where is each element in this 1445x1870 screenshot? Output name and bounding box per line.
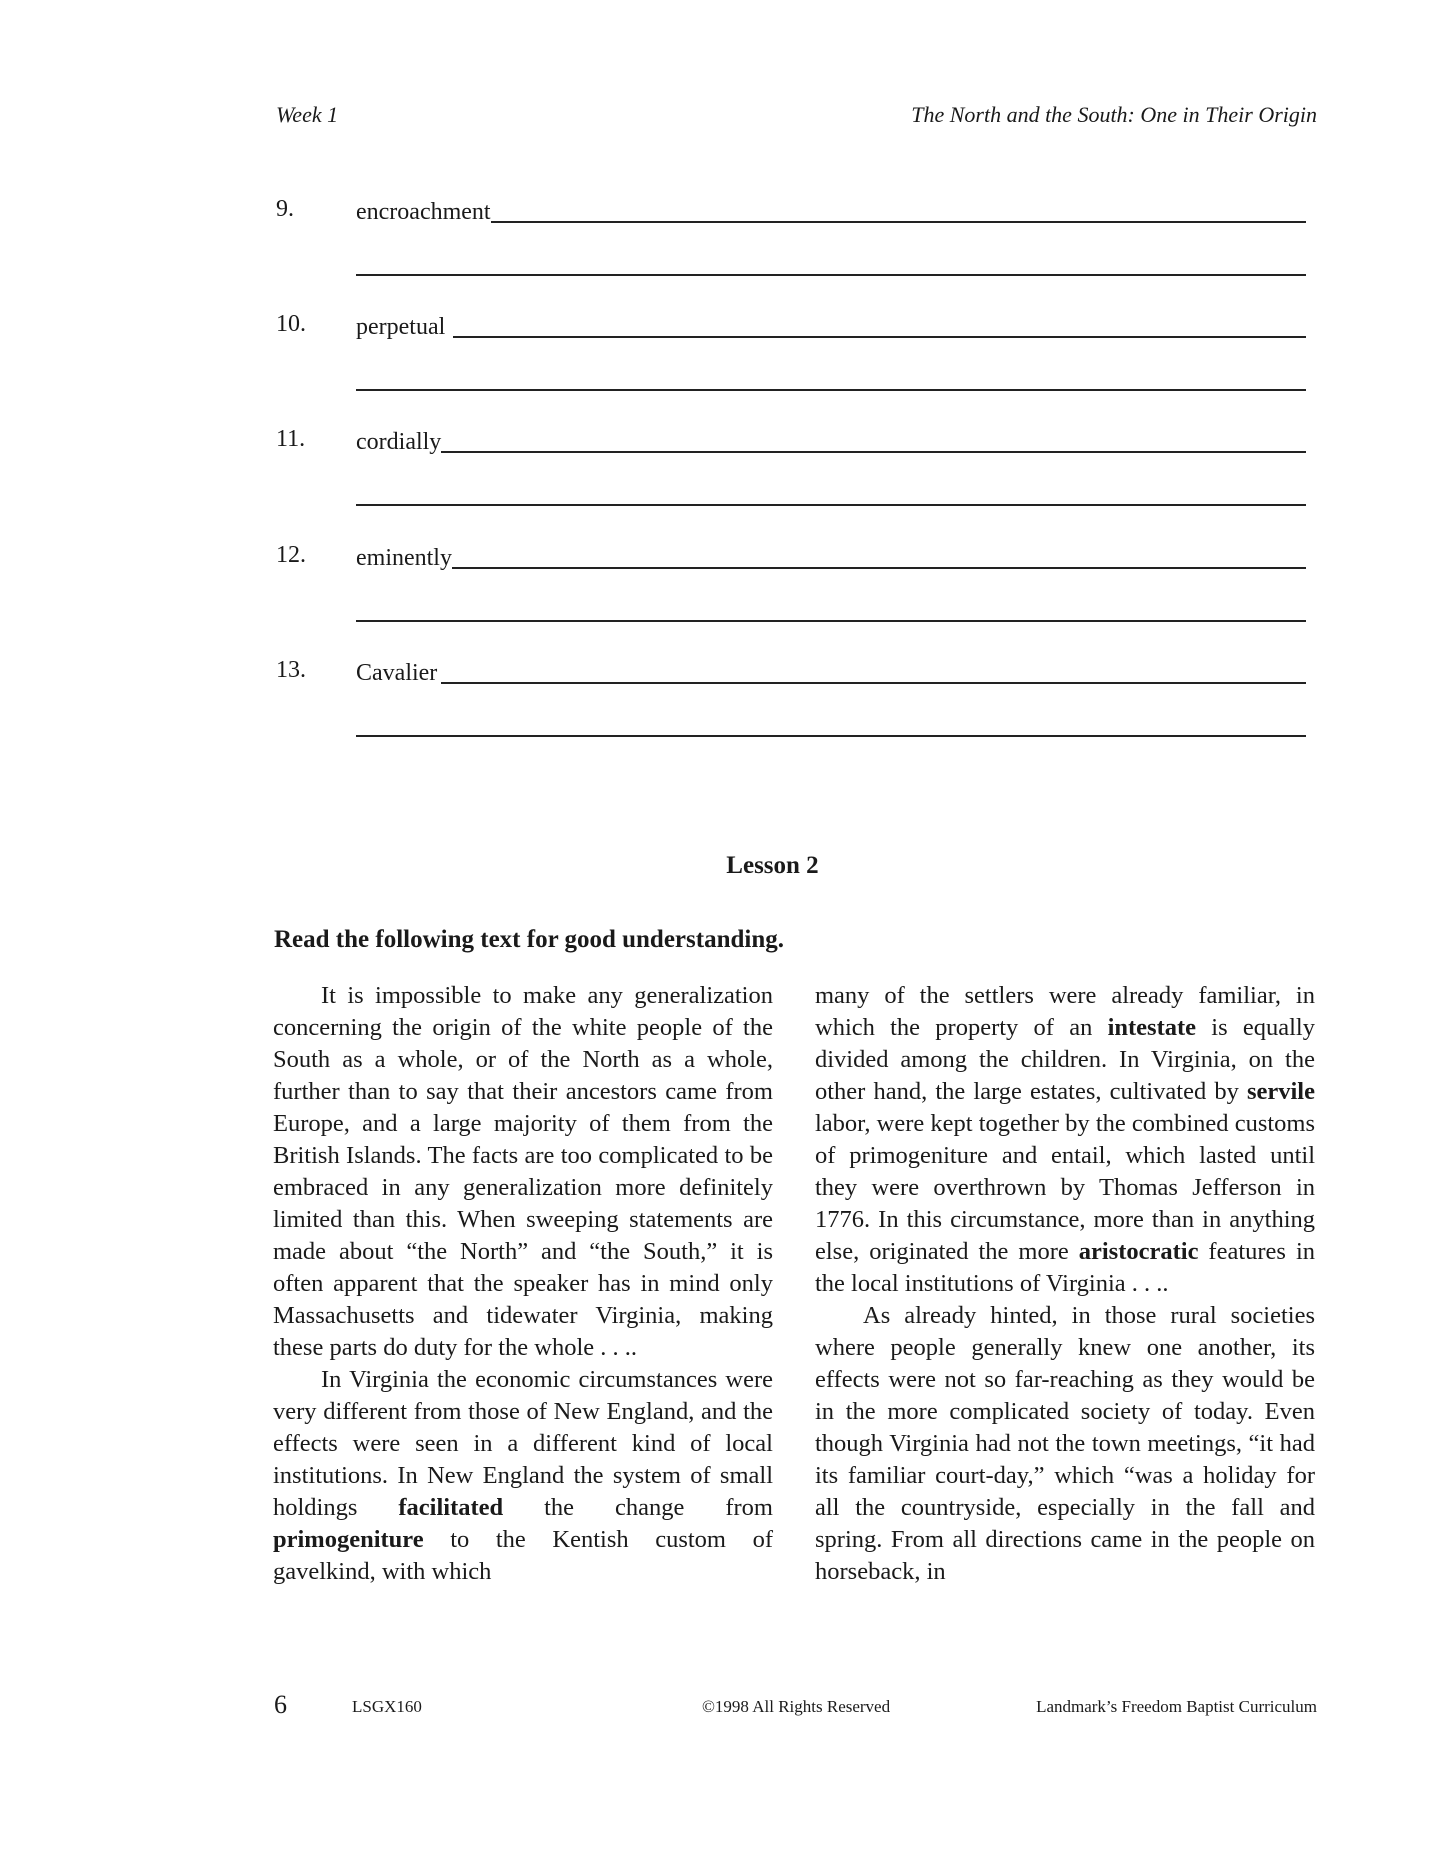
vocab-term-bold: servile	[1246, 1078, 1315, 1105]
page-number: 6	[274, 1690, 287, 1719]
answer-blank-line[interactable]	[453, 335, 1306, 338]
vocab-item	[276, 311, 1306, 411]
vocab-number: 12.	[276, 542, 306, 568]
reading-instruction: Read the following text for good understanding.	[274, 926, 784, 953]
vocab-word: cordially	[356, 429, 442, 455]
vocab-term-bold: aristocratic	[1078, 1238, 1199, 1265]
answer-blank-line[interactable]	[452, 566, 1306, 569]
answer-blank-line-2[interactable]	[356, 274, 1306, 276]
vocab-term-bold: facilitated	[398, 1494, 504, 1521]
vocab-item	[276, 196, 1306, 296]
answer-blank-line-2[interactable]	[356, 620, 1306, 622]
vocab-term-bold: primogeniture	[273, 1526, 424, 1553]
vocab-word: Cavalier	[356, 660, 438, 686]
paragraph: As already hinted, in those rural societies where people generally knew one another, its effects were not so far-reaching as they would be in the more complicated society of today. Even though Virginia had not the town meetings, “it had its familiar court-day,” which “was a holiday for all the countryside, especially in the fall and spring. From all directions came in the people on horseback, in	[815, 1302, 1315, 1585]
publisher: Landmark’s Freedom Baptist Curriculum	[1036, 1697, 1317, 1716]
vocab-word: eminently	[356, 545, 452, 571]
vocab-number: 13.	[276, 657, 306, 683]
vocab-number: 9.	[276, 196, 294, 222]
vocab-number: 11.	[276, 426, 306, 452]
answer-blank-line[interactable]	[491, 220, 1306, 223]
vocab-item	[276, 426, 1306, 526]
course-code: LSGX160	[352, 1697, 422, 1716]
answer-blank-line[interactable]	[441, 681, 1306, 684]
vocab-number: 10.	[276, 311, 306, 337]
reading-column-right	[815, 980, 1315, 1588]
paragraph: In Virginia the economic circumstances were very different from those of New England, and the effects were seen in a different kind of local institutions. In New England the system of small holdings facilitated the change from primogeniture to the Kentish custom of gavelkind, with which	[273, 1366, 773, 1585]
answer-blank-line-2[interactable]	[356, 389, 1306, 391]
reading-column-left	[273, 980, 773, 1588]
lesson-title: Lesson 2	[726, 852, 819, 879]
vocab-word: perpetual	[356, 314, 446, 340]
vocab-item	[276, 657, 1306, 757]
copyright: ©1998 All Rights Reserved	[702, 1697, 891, 1716]
paragraph: many of the settlers were already familiar, in which the property of an intestate is equally divided among the children. In Virginia, on the other hand, the large estates, cultivated by servile labor, were kept together by the combined customs of primogeniture and entail, which lasted until they were overthrown by Thomas Jefferson in 1776. In this circumstance, more than in anything else, originated the more aristocratic features in the local institutions of Virginia . . ..	[815, 982, 1315, 1297]
paragraph: It is impossible to make any generalization concerning the origin of the white people of the South as a whole, or of the North as a whole, further than to say that their ancestors came from Europe, and a large majority of them from the British Islands. The facts are too complicated to be embraced in any generalization more definitely limited than this. When sweeping statements are made about “the North” and “the South,” it is often apparent that the speaker has in mind only Massachusetts and tidewater Virginia, making these parts do duty for the whole . . ..	[273, 982, 773, 1361]
header-week: Week 1	[276, 102, 339, 127]
vocab-word: encroachment	[356, 199, 491, 225]
answer-blank-line-2[interactable]	[356, 735, 1306, 737]
vocab-term-bold: intestate	[1107, 1014, 1197, 1041]
answer-blank-line[interactable]	[441, 450, 1306, 453]
header-title: The North and the South: One in Their Origin	[911, 102, 1317, 127]
vocab-item	[276, 542, 1306, 642]
answer-blank-line-2[interactable]	[356, 504, 1306, 506]
